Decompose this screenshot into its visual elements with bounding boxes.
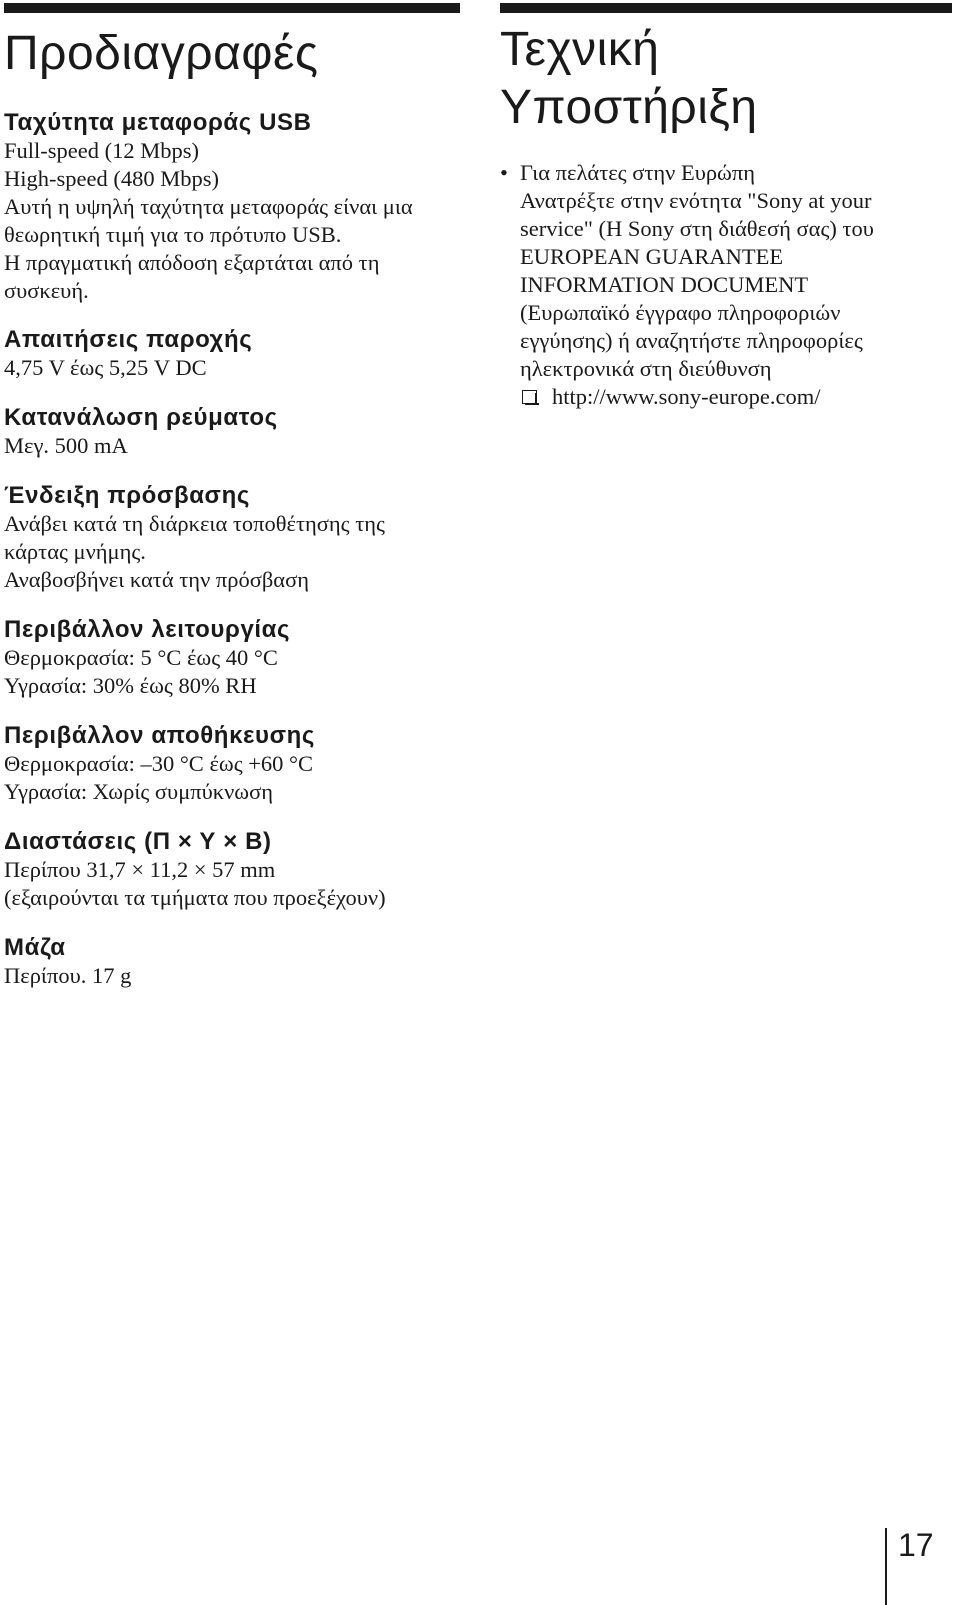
support-line: εγγύησης) ή αναζητήστε πληροφορίες — [520, 328, 863, 353]
body-line: Ανάβει κατά τη διάρκεια τοποθέτησης της — [4, 511, 385, 536]
body-line: κάρτας μνήμης. — [4, 539, 146, 564]
section-heading: Κατανάλωση ρεύματος — [4, 404, 278, 431]
section-power-requirements — [4, 326, 460, 382]
support-line: ηλεκτρονικά στη διεύθυνση — [520, 356, 772, 381]
body-line: Η πραγματική απόδοση εξαρτάται από τη — [4, 250, 380, 275]
body-line: Περίπου 31,7 × 11,2 × 57 mm — [4, 857, 276, 882]
specifications-column — [4, 0, 460, 990]
technical-support-column — [500, 0, 952, 411]
section-heading: Περιβάλλον λειτουργίας — [4, 616, 291, 643]
body-line: Αναβοσβήνει κατά την πρόσβαση — [4, 567, 309, 592]
support-line: INFORMATION DOCUMENT — [520, 272, 809, 297]
section-body — [4, 962, 460, 990]
section-heading: Απαιτήσεις παροχής — [4, 326, 253, 353]
section-current-consumption — [4, 404, 460, 460]
section-body — [4, 510, 460, 594]
body-line: συσκευή. — [4, 278, 89, 303]
section-usb-speed — [4, 109, 460, 305]
title-line: Υποστήριξη — [500, 81, 758, 134]
page-number-rule — [885, 1528, 887, 1605]
top-rule-right — [500, 3, 952, 13]
section-dimensions — [4, 828, 460, 912]
page-title-specifications: Προδιαγραφές — [4, 27, 319, 80]
body-line: Full-speed (12 Mbps) — [4, 138, 199, 163]
section-body — [4, 137, 460, 305]
section-body — [4, 354, 460, 382]
section-heading: Περιβάλλον αποθήκευσης — [4, 722, 315, 749]
section-storage-environment — [4, 722, 460, 806]
body-line: Θερμοκρασία: 5 °C έως 40 °C — [4, 645, 278, 670]
bullet-icon: • — [500, 160, 508, 185]
section-access-indicator — [4, 482, 460, 594]
page-number: 17 — [898, 1527, 934, 1563]
body-line: Αυτή η υψηλή ταχύτητα μεταφοράς είναι μια — [4, 194, 413, 219]
section-body — [4, 432, 460, 460]
section-mass — [4, 934, 460, 990]
body-line: Περίπου. 17 g — [4, 963, 132, 988]
body-line: θεωρητική τιμή για το πρότυπο USB. — [4, 222, 342, 247]
section-body — [4, 644, 460, 700]
section-heading: Ταχύτητα μεταφοράς USB — [4, 109, 312, 136]
support-list-item — [500, 159, 952, 411]
support-line: Για πελάτες στην Ευρώπη — [520, 160, 755, 185]
support-line: EUROPEAN GUARANTEE — [520, 244, 784, 269]
section-body — [4, 750, 460, 806]
support-line: Ανατρέξτε στην ενότητα "Sony at your — [520, 188, 872, 213]
body-line: Μεγ. 500 mA — [4, 433, 128, 458]
body-line: High-speed (480 Mbps) — [4, 166, 219, 191]
page-title-technical-support — [500, 21, 952, 137]
section-heading: Ένδειξη πρόσβασης — [4, 482, 250, 509]
body-line: Υγρασία: Χωρίς συμπύκνωση — [4, 779, 273, 804]
section-heading: Διαστάσεις (Π × Υ × Β) — [4, 828, 272, 855]
body-line: 4,75 V έως 5,25 V DC — [4, 355, 207, 380]
body-line: Υγρασία: 30% έως 80% RH — [4, 673, 257, 698]
body-line: Θερμοκρασία: –30 °C έως +60 °C — [4, 751, 314, 776]
support-line: service" (Η Sony στη διάθεσή σας) του — [520, 216, 874, 241]
section-body — [4, 856, 460, 912]
section-heading: Μάζα — [4, 934, 66, 961]
body-line: (εξαιρούνται τα τμήματα που προεξέχουν) — [4, 885, 386, 910]
section-operating-environment — [4, 616, 460, 700]
support-url-line[interactable] — [520, 383, 952, 411]
support-list — [500, 159, 952, 411]
title-line: Τεχνική — [500, 23, 660, 76]
top-rule-left — [4, 3, 460, 13]
support-line: (Ευρωπαϊκό έγγραφο πληροφοριών — [520, 300, 841, 325]
support-url[interactable]: http://www.sony-europe.com/ — [552, 384, 821, 409]
web-link-icon — [522, 390, 537, 404]
